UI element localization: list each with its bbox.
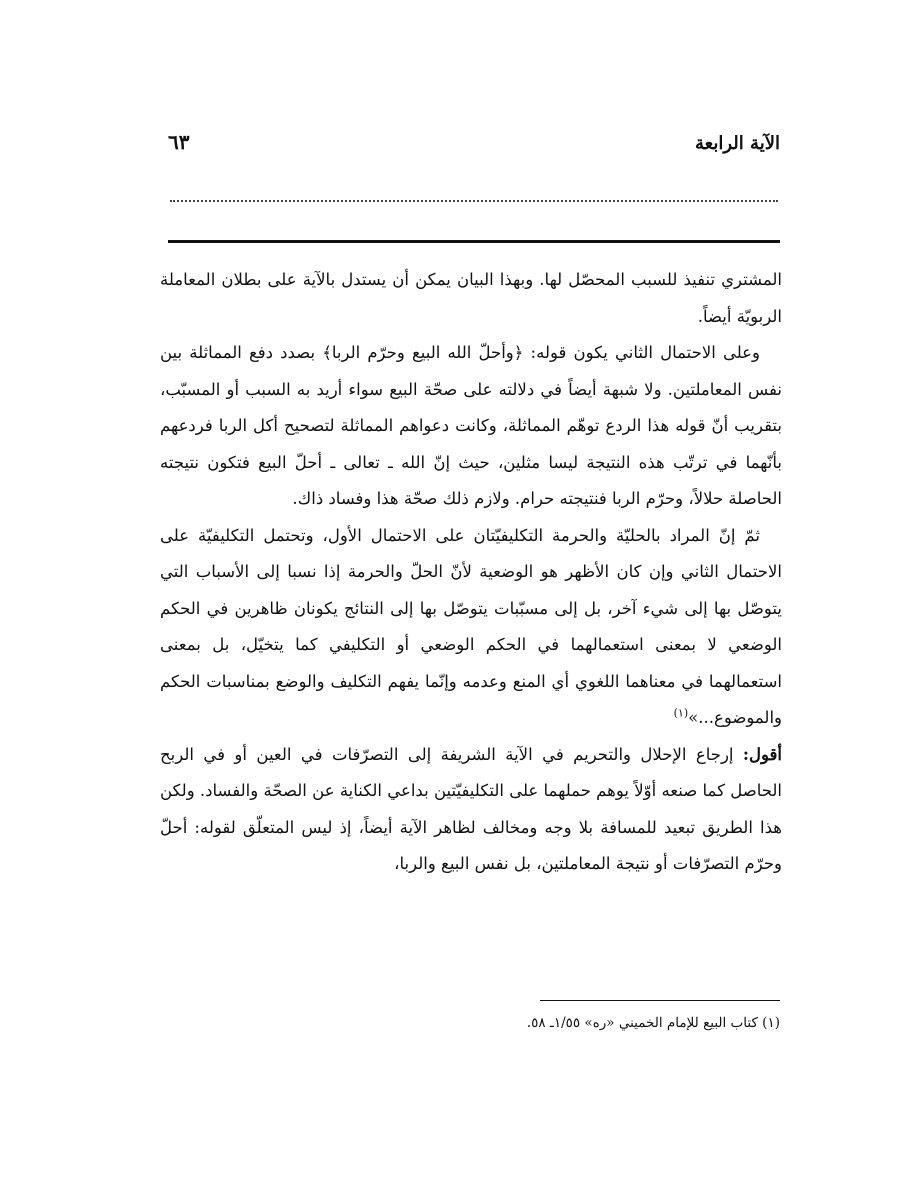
paragraph-2: وعلى الاحتمال الثاني يكون قوله: ﴿وأحلّ الله البيع وحرّم الربا﴾ بصدد دفع المماثلة بين نفس المعاملتين. ولا شبهة أيضاً في دلالته على صحّة البيع سواء أريد به السبب أو المسبّب، بتقريب أنّ قوله هذا الردع توهّم المماثلة، وكانت دعواهم المماثلة لتصحيح أكل الربا فردعهم بأنّهما في ترتّب هذه النتيجة ليسا مثلين، حيث إنّ الله ـ تعالى ـ أحلّ البيع فتكون نتيجته الحاصلة حلالاً، وحرّم الربا فنتيجته حرام. ولازم ذلك صحّة هذا وفساد ذاك. xyxy=(160,343,782,508)
paragraph-3 xyxy=(160,518,782,737)
page-number: ٦٣ xyxy=(168,130,190,154)
footnote: (١) كتاب البيع للإمام الخميني «ره» ١/٥٥ـ ٥٨. xyxy=(526,1015,780,1031)
body-text xyxy=(160,262,782,883)
running-title: الآية الرابعة xyxy=(695,133,780,154)
paragraph-4-text: إرجاع الإحلال والتحريم في الآية الشريفة إلى التصرّفات في العين أو في الربح الحاصل كما صنعه أوّلاً يوهم حملهما على التكليفيّتين بداعي الكناية عن الصحّة والفساد. ولكن هذا الطريق تبعيد للمسافة بلا وجه ومخالف لظاهر الآية أيضاً، إذ ليس المتعلّق لقوله: أحلّ وحرّم التصرّفات أو نتيجة المعاملتين، بل نفس البيع والربا، xyxy=(160,744,782,873)
dotted-rule xyxy=(170,200,778,202)
paragraph-3-text: ثمّ إنّ المراد بالحليّة والحرمة التكليفيّتان على الاحتمال الأول، وتحتمل التكليفيّة على الاحتمال الثاني وإن كان الأظهر هو الوضعية لأنّ الحلّ والحرمة إذا نسبا إلى الأسباب التي يتوصّل بها إلى شيء آخر، بل إلى مسبّبات يتوصّل بها إلى النتائج يكونان ظاهرين في الحكم الوضعي لا بمعنى استعمالهما في الحكم الوضعي أو التكليفي كما يتخيّل، بل بمعنى استعمالهما في معناهما اللغوي أي المنع وعدمه وإنّما يفهم التكليف والوضع بمناسبات الحكم والموضوع...» xyxy=(160,525,782,727)
page-header xyxy=(168,130,780,154)
header-rule xyxy=(168,240,780,243)
footnote-reference: (١) xyxy=(673,706,689,720)
paragraph-4-label: أقول: xyxy=(742,744,782,764)
paragraph-4 xyxy=(160,737,782,883)
footnote-rule xyxy=(540,1000,780,1001)
paragraph-1: المشتري تنفيذ للسبب المحصّل لها. وبهذا البيان يمكن أن يستدل بالآية على بطلان المعاملة الربويّة أيضاً. xyxy=(160,270,782,326)
